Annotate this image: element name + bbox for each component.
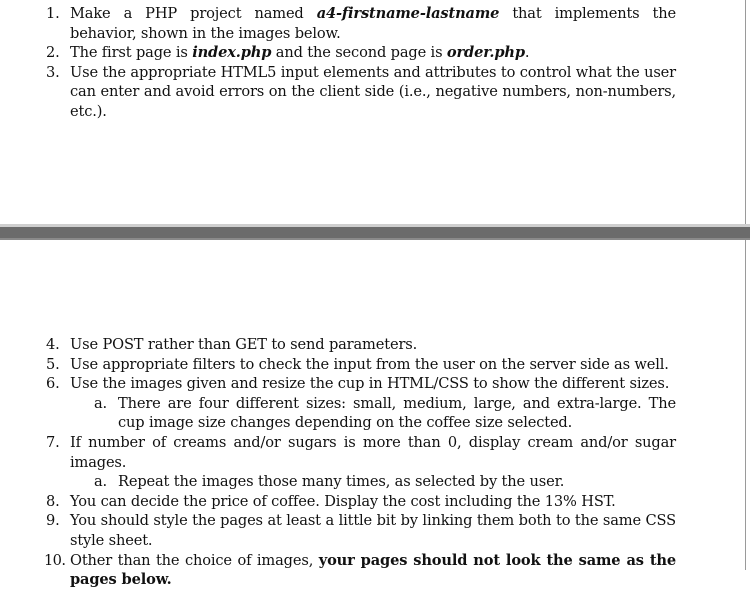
list-item: [46, 335, 676, 355]
item-number: 7.: [46, 433, 60, 451]
list-item: [46, 4, 676, 43]
item-text: You can decide the price of coffee. Display the cost including the 13% HST.: [70, 492, 616, 510]
item-number: 5.: [46, 355, 60, 373]
sub-item-text: There are four different sizes: small, medium, large, and extra-large. The cup image size changes depending on the coffee size selected.: [118, 394, 676, 432]
first-page-name: index.php: [192, 44, 272, 62]
second-page-name: order.php: [446, 44, 525, 62]
document-page-bottom: [0, 240, 746, 589]
sub-list: [70, 394, 676, 433]
item-number: 1.: [46, 5, 60, 22]
requirements-list-top: [46, 4, 676, 122]
requirements-list-bottom: [46, 335, 676, 590]
sub-item-letter: a.: [94, 473, 108, 491]
list-item: [46, 511, 676, 550]
item-text: If number of creams and/or sugars is more than 0, display cream and/or sugar images.: [70, 433, 676, 471]
list-item: [46, 355, 676, 375]
item-text: Use appropriate filters to check the input from the user on the server side as well.: [70, 355, 669, 373]
sub-item-text: Repeat the images those many times, as selected by the user.: [118, 473, 565, 491]
list-item: [46, 492, 676, 512]
sub-item-letter: a.: [94, 394, 108, 412]
list-item: [46, 551, 676, 590]
item-number: 3.: [46, 63, 60, 81]
item-text: Use the appropriate HTML5 input elements and attributes to control what the user can enter and avoid errors on the client side (i.e., negative numbers, non-numbers, etc.).: [70, 63, 676, 120]
item-text: The first page is: [70, 44, 193, 62]
list-item: [46, 43, 676, 63]
item-text: that implements the behavior, shown in the images below.: [70, 5, 677, 42]
item-text: Make a PHP project named: [70, 5, 317, 22]
item-text: Use the images given and resize the cup in HTML/CSS to show the different sizes.: [70, 375, 670, 393]
list-item: [46, 63, 676, 122]
emphasis-text: your pages should not look the same as the pages below.: [70, 551, 676, 589]
item-text: Use POST rather than GET to send parameters.: [70, 336, 418, 353]
item-text: .: [524, 44, 530, 62]
sub-list: [70, 472, 676, 492]
list-item: [46, 374, 676, 433]
item-number: 10.: [44, 551, 66, 569]
item-number: 2.: [46, 44, 60, 62]
page-separator: [0, 224, 750, 240]
document-page-top: [0, 0, 746, 224]
list-item: [46, 433, 676, 492]
item-number: 8.: [46, 492, 60, 510]
item-text: You should style the pages at least a little bit by linking them both to the same CSS style sheet.: [70, 512, 676, 549]
sub-list-item: [94, 394, 676, 433]
page-separator-edge: [0, 224, 750, 227]
item-text: Other than the choice of images,: [70, 551, 319, 569]
item-number: 4.: [46, 336, 60, 353]
item-text: and the second page is: [271, 44, 447, 62]
item-number: 6.: [46, 375, 60, 393]
sub-list-item: [94, 472, 676, 492]
item-number: 9.: [46, 512, 60, 530]
project-name: a4-firstname-lastname: [316, 5, 500, 22]
